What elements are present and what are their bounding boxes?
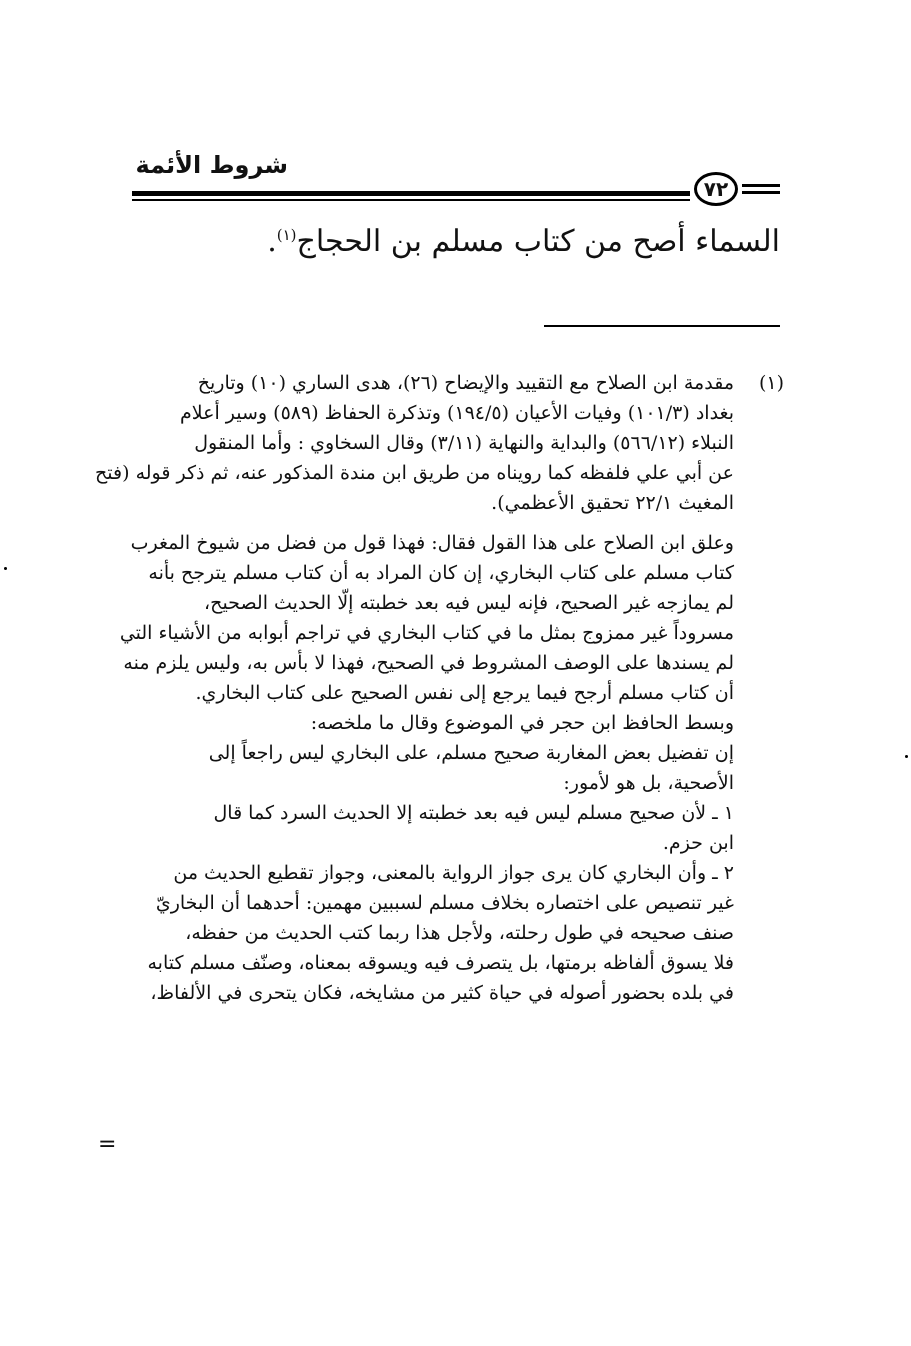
footnote-line: الأصحية، بل هو لأمور:	[563, 772, 734, 794]
footnote-number: (١)	[758, 372, 784, 394]
footnote-line: وعلق ابن الصلاح على هذا القول فقال: فهذا قول من فضل من شيوخ المغرب	[130, 532, 734, 554]
footnote-1	[95, 368, 784, 518]
main-paragraph	[267, 220, 780, 264]
main-text-end: .	[267, 224, 277, 259]
page-number-badge	[694, 172, 738, 206]
footnote-line: أن كتاب مسلم أرجح فيما يرجع إلى نفس الصحيح على كتاب البخاري.	[195, 682, 734, 704]
footnote-line: لم يمازجه غير الصحيح، فإنه ليس فيه بعد خطبته إلّا الحديث الصحيح،	[204, 592, 734, 614]
footnote-line: إن تفضيل بعض المغاربة صحيح مسلم، على البخاري ليس راجعاً إلى	[208, 742, 734, 764]
footnote-line: ٢ ـ وأن البخاري كان يرى جواز الرواية بالمعنى، وجواز تقطيع الحديث من	[173, 862, 734, 884]
footnote-line: ابن حزم.	[662, 832, 734, 854]
margin-dot	[4, 567, 7, 570]
main-text: السماء أصح من كتاب مسلم بن الحجاج	[296, 224, 780, 259]
header-rule-right-lower	[742, 191, 780, 194]
footnote-line: المغيث ٢٢/١ تحقيق الأعظمي).	[491, 492, 734, 514]
footnote-line: مقدمة ابن الصلاح مع التقييد والإيضاح (٢٦)، هدى الساري (١٠) وتاريخ	[197, 372, 734, 394]
footnote-line: كتاب مسلم على كتاب البخاري، إن كان المراد به أن كتاب مسلم يترجح بأنه	[148, 562, 734, 584]
footnote-separator	[544, 325, 780, 327]
footnote-line: عن أبي علي فلفظه كما رويناه من طريق ابن مندة المذكور عنه، ثم ذكر قوله (فتح	[95, 462, 734, 484]
footnote-line: بغداد (١٠١/٣) وفيات الأعيان (١٩٤/٥) وتذكرة الحفاظ (٥٨٩) وسير أعلام	[180, 402, 734, 424]
page-number: ٧٢	[703, 177, 729, 201]
footnote-1-continuation	[119, 528, 784, 1008]
footnote-line: صنف صحيحه في طول رحلته، ولأجل هذا ربما كتب الحديث من حفظه،	[185, 922, 734, 944]
continuation-marker: =	[98, 1132, 117, 1157]
footnote-line: في بلده بحضور أصوله في حياة كثير من مشايخه، فكان يتحرى في الألفاظ،	[150, 982, 734, 1004]
header-rule-thin	[132, 199, 690, 201]
header-rule	[132, 191, 690, 196]
footnote-line: ١ ـ لأن صحيح مسلم ليس فيه بعد خطبته إلا الحديث السرد كما قال	[213, 802, 734, 824]
footnote-line: لم يسندها على الوصف المشروط في الصحيح، فهذا لا بأس به، وليس يلزم منه	[123, 652, 734, 674]
footnotes-section	[95, 368, 784, 1008]
running-head-title: شروط الأئمة	[135, 151, 288, 179]
footnote-reference[interactable]: (١)	[276, 226, 297, 244]
footnote-line: وبسط الحافظ ابن حجر في الموضوع وقال ما ملخصه:	[310, 712, 734, 734]
footnote-line: غير تنصيص على اختصاره بخلاف مسلم لسببين مهمين: أحدهما أن البخاريّ	[155, 892, 734, 914]
footnote-line: مسروداً غير ممزوج بمثل ما في كتاب البخاري في تراجم أبوابه من الأشياء التي	[119, 622, 734, 644]
margin-dot	[905, 755, 908, 758]
footnote-line: فلا يسوق ألفاظه برمتها، بل يتصرف فيه ويسوقه بمعناه، وصنّف مسلم كتابه	[147, 952, 734, 974]
header-rule-right	[742, 184, 780, 187]
footnote-line: النبلاء (٥٦٦/١٢) والبداية والنهاية (٣/١١) وقال السخاوي : وأما المنقول	[194, 432, 734, 454]
